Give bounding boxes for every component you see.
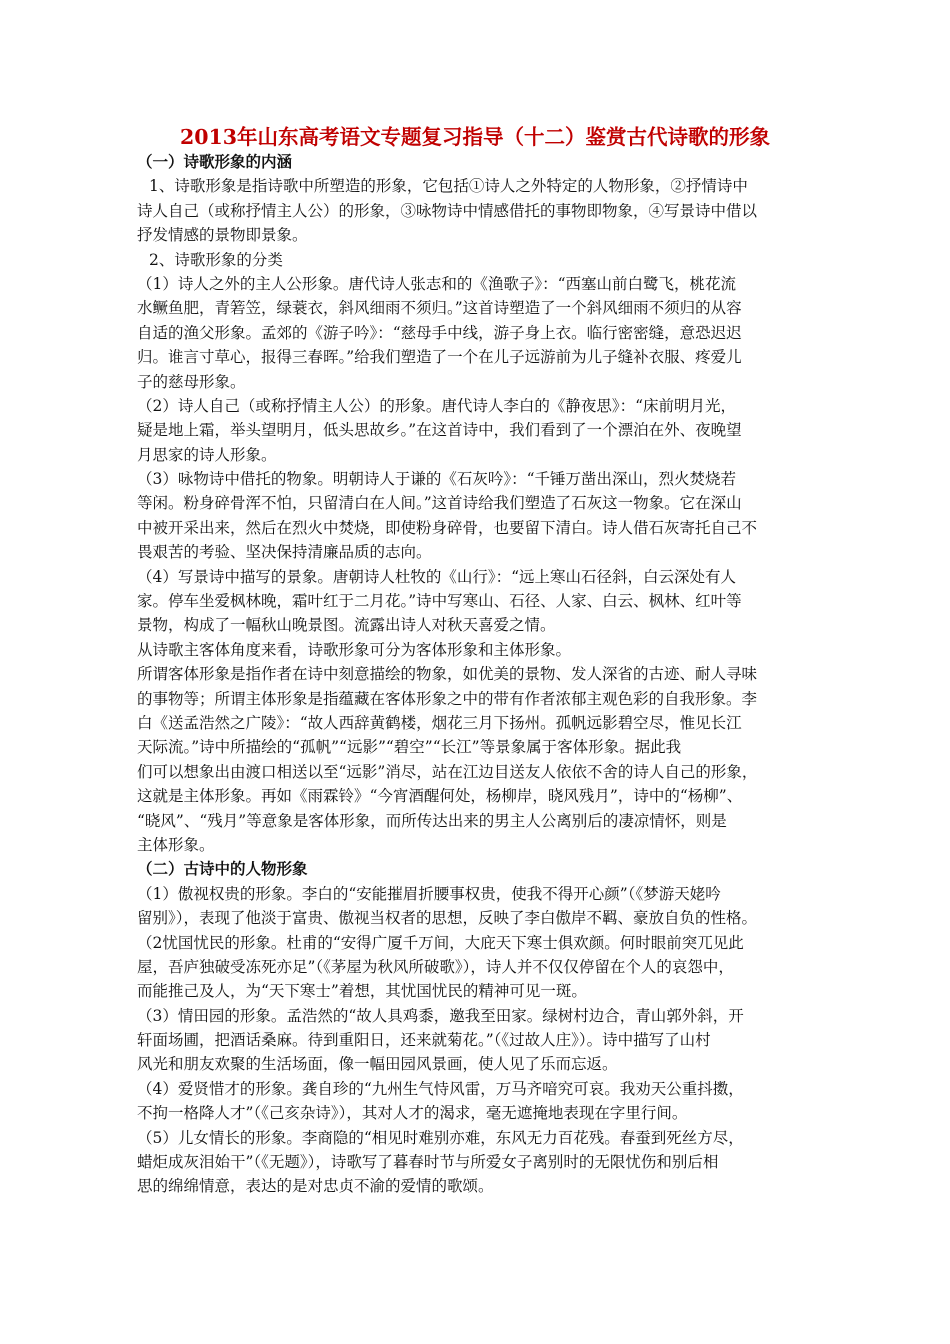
- text-line: 天际流。”诗中所描绘的“孤帆”“远影”“碧空”“长江”等景象属于客体形象。据此我: [137, 738, 682, 757]
- text-line: （3）情田园的形象。孟浩然的“故人具鸡黍，邀我至田家。绿树村边合，青山郭外斜，开: [137, 1006, 744, 1025]
- text-line: 诗人自己（或称抒情主人公）的形象，③咏物诗中情感借托的事物即物象，④写景诗中借以: [137, 201, 758, 220]
- text-line: 的事物等；所谓主体形象是指蕴藏在客体形象之中的带有作者浓郁主观色彩的自我形象。李: [137, 689, 758, 708]
- text-line: 自适的渔父形象。孟郊的《游子吟》：“慈母手中线，游子身上衣。临行密密缝，意恐迟迟: [137, 323, 742, 342]
- text-line: 子的慈母形象。: [137, 372, 246, 391]
- text-line: （3）咏物诗中借托的物象。明朝诗人于谦的《石灰吟》：“千锤万凿出深山，烈火焚烧若: [137, 470, 737, 489]
- text-line: 蜡炬成灰泪始干”（《无题》），诗歌写了暮春时节与所爱女子离别时的无限忧伤和别后相: [137, 1153, 719, 1172]
- text-line: 等闲。粉身碎骨浑不怕，只留清白在人间。”这首诗给我们塑造了石灰这一物象。它在深山: [137, 494, 742, 513]
- text-line: “晓风”、“残月”等意象是客体形象，而所传达出来的男主人公离别后的凄凉情怀，则是: [137, 811, 727, 830]
- text-line: 1、诗歌形象是指诗歌中所塑造的形象，它包括①诗人之外特定的人物形象，②抒情诗中: [149, 177, 748, 196]
- document-body: [137, 150, 827, 1199]
- text-line: 家。停车坐爱枫林晚，霜叶红于二月花。”诗中写寒山、石径、人家、白云、枫林、红叶等: [137, 592, 742, 611]
- text-line: 留别》），表现了他淡于富贵、傲视当权者的思想，反映了李白傲岸不羁、豪放自负的性格。: [137, 909, 758, 928]
- text-line: 所谓客体形象是指作者在诗中刻意描绘的物象，如优美的景物、发人深省的古迹、耐人寻味: [137, 665, 758, 684]
- text-line: 风光和朋友欢聚的生活场面，像一幅田园风景画，使人见了乐而忘返。: [137, 1055, 618, 1074]
- text-line: 畏艰苦的考验、坚决保持清廉品质的志向。: [137, 543, 432, 562]
- text-line: 思的绵绵情意，表达的是对忠贞不渝的爱情的歌颂。: [137, 1177, 494, 1196]
- section-heading: （一）诗歌形象的内涵: [137, 152, 293, 171]
- text-line: 这就是主体形象。再如《雨霖铃》“今宵酒醒何处，杨柳岸，晓风残月”，诗中的“杨柳”、: [137, 787, 743, 806]
- text-line: 水鳜鱼肥，青箬笠，绿蓑衣，斜风细雨不须归。”这首诗塑造了一个斜风细雨不须归的从容: [137, 299, 742, 318]
- text-line: 主体形象。: [137, 835, 215, 854]
- text-line: 屋，吾庐独破受冻死亦足”（《茅屋为秋风所破歌》），诗人并不仅仅停留在个人的哀怨中，: [137, 957, 734, 976]
- text-line: 而能推己及人，为“天下寒士”着想，其忧国忧民的精神可见一斑。: [137, 982, 587, 1001]
- text-line: 们可以想象出由渡口相送以至“远影”消尽，站在江边目送友人依依不舍的诗人自己的形象，: [137, 762, 758, 781]
- text-line: 中被开采出来，然后在烈火中焚烧，即使粉身碎骨，也要留下清白。诗人借石灰寄托自己不: [137, 518, 758, 537]
- text-line: 景物，构成了一幅秋山晚景图。流露出诗人对秋天喜爱之情。: [137, 616, 556, 635]
- text-line: 疑是地上霜，举头望明月，低头思故乡。”在这首诗中，我们看到了一个漂泊在外、夜晚望: [137, 421, 742, 440]
- section-heading: （二）古诗中的人物形象: [137, 859, 308, 879]
- text-line: 白《送孟浩然之广陵》：“故人西辞黄鹤楼，烟花三月下扬州。孤帆远影碧空尽，惟见长江: [137, 713, 742, 732]
- page-title: 2013年山东高考语文专题复习指导（十二）鉴赏古代诗歌的形象: [179, 125, 771, 149]
- text-line: 归。谁言寸草心，报得三春晖。”给我们塑造了一个在儿子远游前为儿子缝补衣服、疼爱儿: [137, 348, 742, 367]
- text-line: 2、诗歌形象的分类: [149, 250, 283, 269]
- text-line: （1）诗人之外的主人公形象。唐代诗人张志和的《渔歌子》：“西塞山前白鹭飞，桃花流: [137, 274, 737, 293]
- text-line: 轩面场圃，把酒话桑麻。待到重阳日，还来就菊花。”（《过故人庄》）。诗中描写了山村: [137, 1031, 711, 1050]
- text-line: 抒发情感的景物即景象。: [137, 226, 308, 245]
- text-line: （4）写景诗中描写的景象。唐朝诗人杜牧的《山行》：“远上寒山石径斜，白云深处有人: [137, 567, 737, 586]
- text-line: （4）爱贤惜才的形象。龚自珍的“九州生气恃风雷，万马齐喑究可哀。我劝天公重抖擞，: [137, 1079, 744, 1098]
- text-line: 从诗歌主客体角度来看，诗歌形象可分为客体形象和主体形象。: [137, 640, 572, 659]
- text-line: 月思家的诗人形象。: [137, 445, 277, 464]
- text-line: 不拘一格降人才”（《己亥杂诗》），其对人才的渴求，毫无遮掩地表现在字里行间。: [137, 1104, 688, 1123]
- text-line: （2）诗人自己（或称抒情主人公）的形象。唐代诗人李白的《静夜思》：“床前明月光，: [137, 396, 737, 415]
- text-line: （1）傲视权贵的形象。李白的“安能摧眉折腰事权贵，使我不得开心颜”（《梦游天姥吟: [137, 884, 721, 903]
- text-line: （2忧国忧民的形象。杜甫的“安得广厦千万间，大庇天下寒士俱欢颜。何时眼前突兀见此: [137, 933, 744, 952]
- text-line: （5）儿女情长的形象。李商隐的“相见时难别亦难，东风无力百花残。春蚕到死丝方尽，: [137, 1128, 744, 1147]
